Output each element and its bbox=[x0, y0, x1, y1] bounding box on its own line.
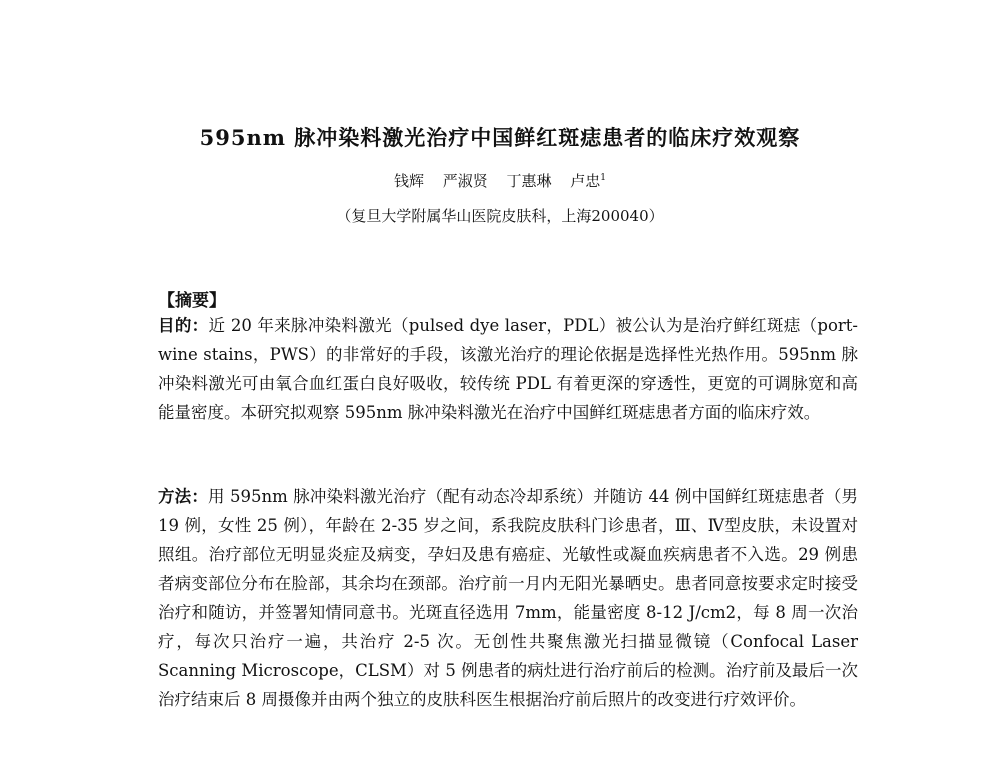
affiliation: （复旦大学附属华山医院皮肤科，上海200040） bbox=[336, 207, 664, 225]
paper-title: 595nm 脉冲染料激光治疗中国鲜红斑痣患者的临床疗效观察 bbox=[199, 125, 801, 150]
abstract-heading: 【摘要】 bbox=[158, 291, 226, 311]
objective-text: 近 20 年来脉冲染料激光（pulsed dye laser，PDL）被公认为是治疗鲜红斑痣（port-wine stains，PWS）的非常好的手段，该激光治疗的理论依据是选择性光热作用。595nm 脉冲染料激光可由氧合血红蛋白良好吸收，较传统 PDL 有着更深的穿透性，更宽的可调脉宽和高能量密度。本研究拟观察 595nm 脉冲染料激光在治疗中国鲜红斑痣患者方面的临床疗效。 bbox=[158, 316, 859, 422]
objective-paragraph bbox=[158, 311, 858, 427]
methods-paragraph bbox=[158, 482, 858, 714]
author-names: 钱辉 严淑贤 丁惠琳 卢忠 bbox=[393, 172, 601, 190]
methods-label: 方法： bbox=[158, 487, 208, 506]
objective-label: 目的： bbox=[158, 316, 209, 335]
author-superscript: 1 bbox=[600, 173, 607, 183]
author-list bbox=[0, 170, 1000, 191]
methods-text: 用 595nm 脉冲染料激光治疗（配有动态冷却系统）并随访 44 例中国鲜红斑痣患者（男 19 例，女性 25 例），年龄在 2-35 岁之间，系我院皮肤科门诊患者，Ⅲ、Ⅳ型皮肤，未设置对照组。治疗部位无明显炎症及病变，孕妇及患有癌症、光敏性或凝血疾病患者不入选。29 例患者病变部位分布在脸部，其余均在颈部。治疗前一月内无阳光暴晒史。患者同意按要求定时接受治疗和随访，并签署知情同意书。光斑直径选用 7mm，能量密度 8-12 J/cm2，每 8 周一次治疗，每次只治疗一遍，共治疗 2-5 次。无创性共聚焦激光扫描显微镜（Confocal Laser Scanning Microscope，CLSM）对 5 例患者的病灶进行治疗前后的检测。治疗前及最后一次治疗结束后 8 周摄像并由两个独立的皮肤科医生根据治疗前后照片的改变进行疗效评价。 bbox=[158, 487, 858, 709]
